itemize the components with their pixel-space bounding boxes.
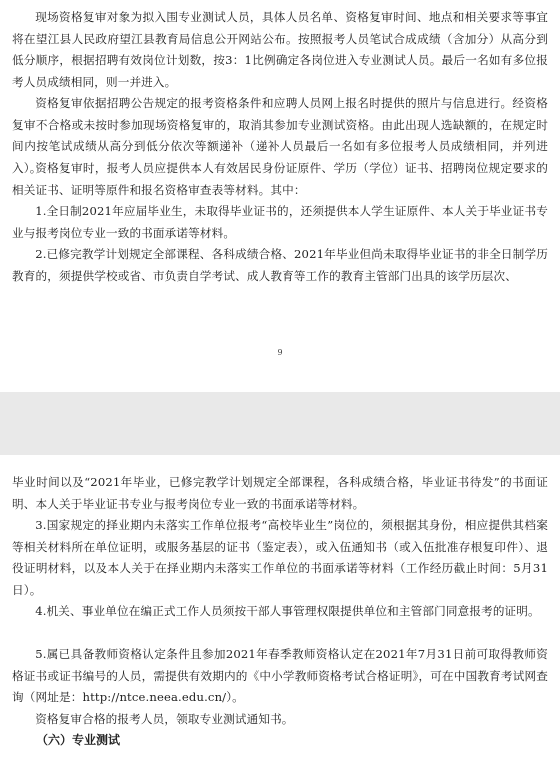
paragraph-item-4: 4.机关、事业单位在编正式工作人员须按干部人事管理权限提供单位和主管部门同意报考的证明。 — [35, 604, 540, 618]
paragraph-review-basis: 资格复审依据招聘公告规定的报考资格条件和应聘人员网上报名时提供的照片与信息进行。经资格复审不合格或未按时参加现场资格复审的，取消其参加专业测试资格。由此出现人选缺额的，在规定时间内按笔试成绩从高分到低分依次等额递补（递补人员最后一名如有多位报考人员成绩相同，并列进入）。 — [12, 96, 548, 175]
document-page-10 — [0, 455, 560, 757]
paragraph-required-documents: 资格复审时，报考人员应提供本人有效居民身份证原件、学历（学位）证书、招聘岗位规定要求的相关证书、证明等原件和报名资格审查表等材料。其中： — [12, 161, 548, 197]
paragraph-item-1: 1.全日制2021年应届毕业生，未取得毕业证书的，还须提供本人学生证原件、本人关于毕业证书专业与报考岗位专业一致的书面承诺等材料。 — [12, 204, 548, 240]
paragraph-item-2-start: 2.已修完教学计划规定全部课程、各科成绩合格、2021年毕业但尚未取得毕业证书的非全日制学历教育的，须提供学校或省、市负责自学考试、成人教育等工作的教育主管部门出具的该学历层次、 — [12, 247, 548, 283]
section-title: （六）专业测试 — [36, 733, 121, 747]
page-number: 9 — [277, 348, 283, 357]
paragraph-notice: 资格复审合格的报考人员，领取专业测试通知书。 — [35, 712, 294, 726]
paragraph-review-targets: 现场资格复审对象为拟入围专业测试人员，具体人员名单、资格复审时间、地点和相关要求等事宜将在望江县人民政府望江县教育局信息公开网站公布。按照报考人员笔试合成成绩（含加分）从高分到低分顺序，根据招聘有效岗位计划数，按3：1比例确定各岗位进入专业测试人员。最后一名如有多位报考人员成绩相同，则一并进入。 — [12, 10, 548, 89]
page-gap — [0, 392, 560, 455]
paragraph-item-5: 5.属已具备教师资格认定条件且参加2021年春季教师资格认定在2021年7月31日前可取得教师资格证书或证书编号的人员，需提供有效期内的《中小学教师资格考试合格证明》，可在中国教育考试网查询（网址是：http://ntce.neea.edu.cn/）。 — [12, 647, 548, 704]
paragraph-item-3: 3.国家规定的择业期内未落实工作单位报考“高校毕业生”岗位的，须根据其身份，相应提供其档案等相关材料所在单位证明，或服务基层的证书（鉴定表），或入伍通知书（或入伍批准存根复印件）、退役证明材料，以及本人关于在择业期内未落实工作单位的书面承诺等材料（工作经历截止时间：5月31日）。 — [12, 518, 548, 597]
paragraph-item-2-continued: 毕业时间以及“2021年毕业，已修完教学计划规定全部课程，各科成绩合格，毕业证书待发”的书面证明、本人关于毕业证书专业与报考岗位专业一致的书面承诺等材料。 — [12, 475, 548, 511]
